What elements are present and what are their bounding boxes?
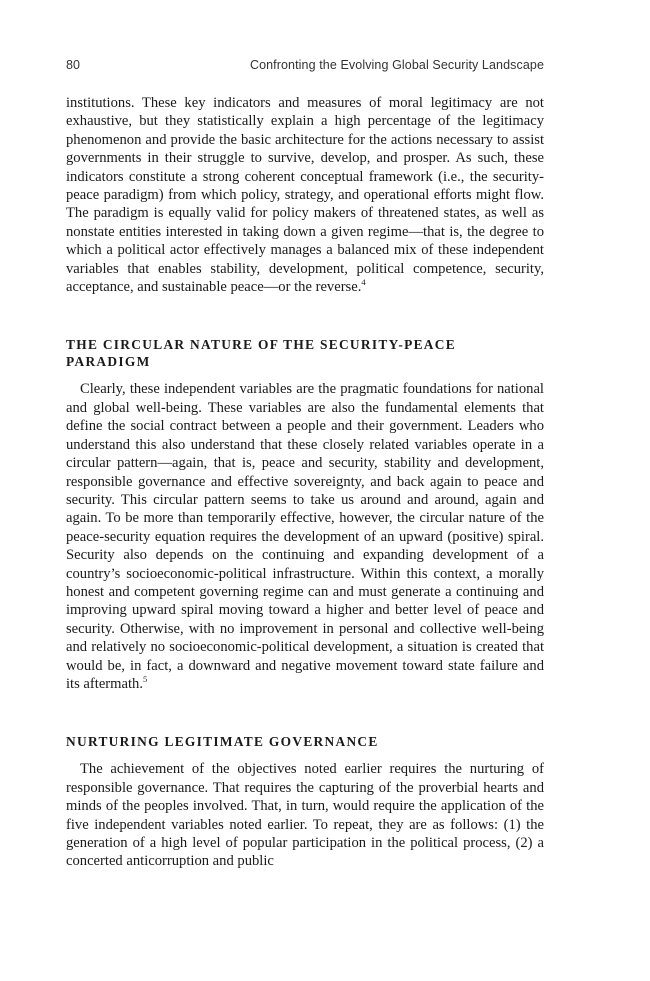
page-number: 80 (66, 58, 80, 72)
footnote-marker: 5 (143, 674, 148, 685)
paragraph-circular-nature (66, 380, 544, 693)
paragraph-nurturing-governance (66, 760, 544, 870)
paragraph-continued (66, 94, 544, 296)
book-page (66, 58, 544, 871)
running-head (66, 58, 544, 72)
paragraph-text: The achievement of the objectives noted earlier requires the nurturing of responsible governance. That requires the capturing of the proverbial hearts and minds of the peoples involved. That, in turn, would require the application of the five independent variables noted earlier. To repeat, they are as follows: (1) the generation of a high level of popular participation in the political process, (2) a concerted anticorruption and public (66, 761, 544, 870)
section-heading-circular-nature: THE CIRCULAR NATURE OF THE SECURITY-PEACE PARADIGM (66, 337, 456, 370)
section-heading-nurturing-governance: NURTURING LEGITIMATE GOVERNANCE (66, 734, 379, 750)
paragraph-text: Clearly, these independent variables are the pragmatic foundations for national and global well-being. These variables are also the fundamental elements that define the social contract between a people and their government. Leaders who understand this also understand that these closely related variables operate in a circular pattern—again, that is, peace and security, stability and development, responsible governance and effective sovereignty, and back again to peace and security. This circular pattern seems to take us around and around, again and again. To be more than temporarily effective, however, the circular nature of the peace-security equation requires the development of an upward (positive) spiral. Security also depends on the continuing and expanding development of a country’s socioeconomic-political infrastructure. Within this context, a morally honest and competent governing regime can and must generate a continuing and improving upward spiral moving toward a higher and better level of peace and security. Otherwise, with no improvement in personal and collective well-being and relatively no socioeconomic-political development, a situation is created that would be, in fact, a downward and negative movement toward state failure and its aftermath. (66, 381, 544, 692)
running-title: Confronting the Evolving Global Security Landscape (249, 58, 544, 72)
paragraph-text: institutions. These key indicators and measures of moral legitimacy are not exhaustive, but they statistically explain a high percentage of the legitimacy phenomenon and provide the basic architecture for the actions necessary to assist governments in their struggle to survive, develop, and prosper. As such, these indicators constitute a strong coherent conceptual framework (i.e., the security-peace paradigm) from which policy, strategy, and operational efforts might flow. The paradigm is equally valid for policy makers of threatened states, as well as nonstate entities interested in taking down a given regime—that is, the degree to which a political actor effectively manages a balanced mix of these independent variables that enables stability, development, political competence, security, acceptance, and sustainable peace—or the reverse. (66, 95, 544, 296)
footnote-marker: 4 (361, 277, 366, 288)
